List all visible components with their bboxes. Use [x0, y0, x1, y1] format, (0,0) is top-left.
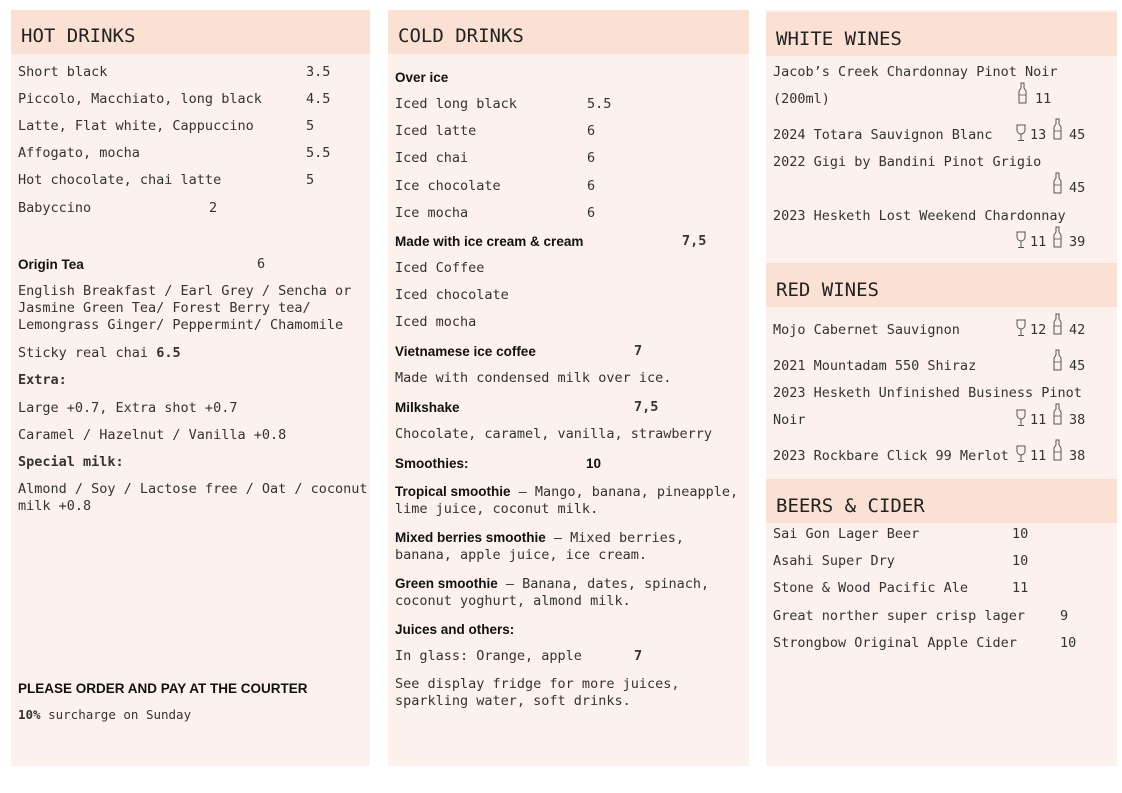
menu-item-name: Iced long black — [395, 96, 517, 112]
wine-glass-price: 13 — [1030, 127, 1047, 143]
origin-tea-description: English Breakfast / Earl Grey / Sencha or Jasmine Green Tea/ Forest Berry tea/ Lemongrass Ginger/ Peppermint/ Chamomile — [18, 283, 352, 333]
wine-name-cont: Noir — [773, 412, 806, 428]
menu-item-name: Iced chai — [395, 150, 469, 166]
beers-cider-heading: BEERS & CIDER — [766, 479, 1117, 523]
juices-price: 7 — [634, 648, 643, 664]
wine-bottle-icon — [1053, 403, 1062, 425]
menu-item-name: Latte, Flat white, Cappuccino — [18, 118, 254, 134]
vietnamese-coffee-title: Vietnamese ice coffee — [395, 344, 536, 359]
smoothie-item — [395, 529, 740, 564]
sticky-chai-label: Sticky real chai — [18, 345, 149, 361]
smoothie-name: Tropical smoothie — [395, 484, 511, 499]
wines-beers-panel — [766, 10, 1117, 766]
wine-glass-price: 11 — [1030, 448, 1047, 464]
hot-drinks-heading: HOT DRINKS — [11, 10, 370, 54]
beer-name: Strongbow Original Apple Cider — [773, 635, 1017, 651]
menu-item-name: Ice chocolate — [395, 178, 501, 194]
cold-drinks-heading: COLD DRINKS — [388, 10, 749, 54]
beer-price: 10 — [1012, 526, 1029, 542]
wine-glass-price: 12 — [1030, 322, 1047, 338]
wine-bottle-icon — [1053, 118, 1062, 140]
menu-item-price: 5 — [306, 118, 315, 134]
menu-item-name: Short black — [18, 64, 108, 80]
smoothie-name: Mixed berries smoothie — [395, 530, 546, 545]
smoothie-description: – Banana, dates, spinach, coconut yoghurt, almond milk. — [395, 576, 710, 609]
menu-item-price: 3.5 — [306, 64, 331, 80]
sticky-chai-price: 6.5 — [156, 345, 181, 361]
vietnamese-coffee-price: 7 — [634, 343, 643, 359]
beer-name: Asahi Super Dry — [773, 553, 895, 569]
beer-name: Sai Gon Lager Beer — [773, 526, 920, 542]
milkshake-title: Milkshake — [395, 400, 460, 415]
wine-glass-icon — [1016, 124, 1026, 142]
surcharge-percent: 10% — [18, 707, 41, 722]
wine-bottle-price: 39 — [1069, 234, 1086, 250]
extra-title: Extra: — [18, 372, 67, 388]
over-ice-title: Over ice — [395, 70, 449, 85]
beer-name: Great norther super crisp lager — [773, 608, 1025, 624]
order-notice: PLEASE ORDER AND PAY AT THE COURTER — [18, 681, 308, 696]
special-milk-title: Special milk: — [18, 454, 124, 470]
juices-line: In glass: Orange, apple — [395, 648, 582, 664]
wine-name: 2023 Hesketh Unfinished Business Pinot — [773, 385, 1082, 401]
fridge-note: See display fridge for more juices, sparkling water, soft drinks. — [395, 676, 680, 709]
wine-bottle-price: 45 — [1069, 180, 1086, 196]
wine-bottle-icon — [1053, 349, 1062, 371]
wine-bottle-price: 42 — [1069, 322, 1086, 338]
sticky-chai-line — [18, 345, 181, 362]
wine-glass-icon — [1016, 319, 1026, 337]
menu-item-name: Ice mocha — [395, 205, 469, 221]
menu-item-name: Babyccino — [18, 200, 92, 216]
menu-item-name: Iced mocha — [395, 314, 477, 330]
smoothie-description: – Mixed berries, banana, apple juice, ice cream. — [395, 530, 684, 563]
hot-drinks-panel — [11, 10, 370, 766]
milkshake-description: Chocolate, caramel, vanilla, strawberry — [395, 426, 712, 442]
menu-item-price: 6 — [587, 123, 596, 139]
origin-tea-title: Origin Tea — [18, 257, 84, 272]
wine-size: (200ml) — [773, 91, 830, 107]
wine-bottle-icon — [1053, 313, 1062, 335]
menu-item-price: 4.5 — [306, 91, 331, 107]
smoothie-name: Green smoothie — [395, 576, 498, 591]
menu-item-name: Hot chocolate, chai latte — [18, 172, 222, 188]
menu-item-name: Piccolo, Macchiato, long black — [18, 91, 262, 107]
white-wines-heading: WHITE WINES — [766, 12, 1117, 56]
wine-bottle-price: 38 — [1069, 448, 1086, 464]
wine-glass-icon — [1016, 231, 1026, 249]
beer-price: 10 — [1060, 635, 1077, 651]
red-wines-heading: RED WINES — [766, 263, 1117, 307]
wine-bottle-icon — [1053, 439, 1062, 461]
cold-drinks-panel — [388, 10, 749, 766]
menu-item-name: Iced latte — [395, 123, 477, 139]
wine-name: Mojo Cabernet Sauvignon — [773, 322, 960, 338]
wine-bottle-icon — [1053, 172, 1062, 194]
ice-cream-title: Made with ice cream & cream — [395, 234, 584, 249]
menu-item-price: 6 — [587, 205, 596, 221]
wine-name: Jacob’s Creek Chardonnay Pinot Noir — [773, 64, 1058, 80]
menu-item-price: 6 — [587, 150, 596, 166]
surcharge-note — [18, 706, 191, 723]
special-milk-description: Almond / Soy / Lactose free / Oat / coconut milk +0.8 — [18, 481, 368, 514]
wine-name: 2023 Hesketh Lost Weekend Chardonnay — [773, 208, 1066, 224]
smoothie-item — [395, 483, 740, 518]
beer-price: 9 — [1060, 608, 1069, 624]
wine-name: 2022 Gigi by Bandini Pinot Grigio — [773, 154, 1042, 170]
wine-name: 2021 Mountadam 550 Shiraz — [773, 358, 977, 374]
extra-line: Large +0.7, Extra shot +0.7 — [18, 400, 238, 416]
wine-bottle-icon — [1053, 226, 1062, 248]
wine-glass-price: 11 — [1030, 412, 1047, 428]
wine-bottle-price: 45 — [1069, 358, 1086, 374]
origin-tea-price: 6 — [257, 256, 266, 272]
wine-glass-price: 11 — [1030, 234, 1047, 250]
vietnamese-coffee-description: Made with condensed milk over ice. — [395, 370, 672, 386]
menu-item-name: Iced chocolate — [395, 287, 509, 303]
wine-name: 2023 Rockbare Click 99 Merlot — [773, 448, 1009, 464]
wine-glass-icon — [1016, 409, 1026, 427]
wine-name: 2024 Totara Sauvignon Blanc — [773, 127, 993, 143]
menu-item-price: 5.5 — [306, 145, 331, 161]
wine-bottle-icon — [1018, 82, 1027, 104]
wine-bottle-price: 11 — [1035, 91, 1052, 107]
beer-price: 10 — [1012, 553, 1029, 569]
extra-line: Caramel / Hazelnut / Vanilla +0.8 — [18, 427, 287, 443]
beer-price: 11 — [1012, 580, 1029, 596]
smoothies-price: 10 — [586, 456, 602, 471]
smoothie-item — [395, 575, 740, 610]
juices-title: Juices and others: — [395, 622, 515, 637]
wine-bottle-price: 45 — [1069, 127, 1086, 143]
beer-name: Stone & Wood Pacific Ale — [773, 580, 969, 596]
menu-item-price: 5.5 — [587, 96, 612, 112]
ice-cream-price: 7,5 — [682, 233, 707, 249]
smoothies-title: Smoothies: — [395, 456, 469, 471]
wine-glass-icon — [1016, 445, 1026, 463]
menu-item-price: 2 — [209, 200, 218, 216]
wine-bottle-price: 38 — [1069, 412, 1086, 428]
surcharge-text: surcharge on Sunday — [48, 707, 192, 722]
menu-item-price: 6 — [587, 178, 596, 194]
menu-item-name: Iced Coffee — [395, 260, 485, 276]
milkshake-price: 7,5 — [634, 399, 659, 415]
smoothie-description: – Mango, banana, pineapple, lime juice, coconut milk. — [395, 484, 739, 517]
menu-item-name: Affogato, mocha — [18, 145, 140, 161]
menu-item-price: 5 — [306, 172, 315, 188]
